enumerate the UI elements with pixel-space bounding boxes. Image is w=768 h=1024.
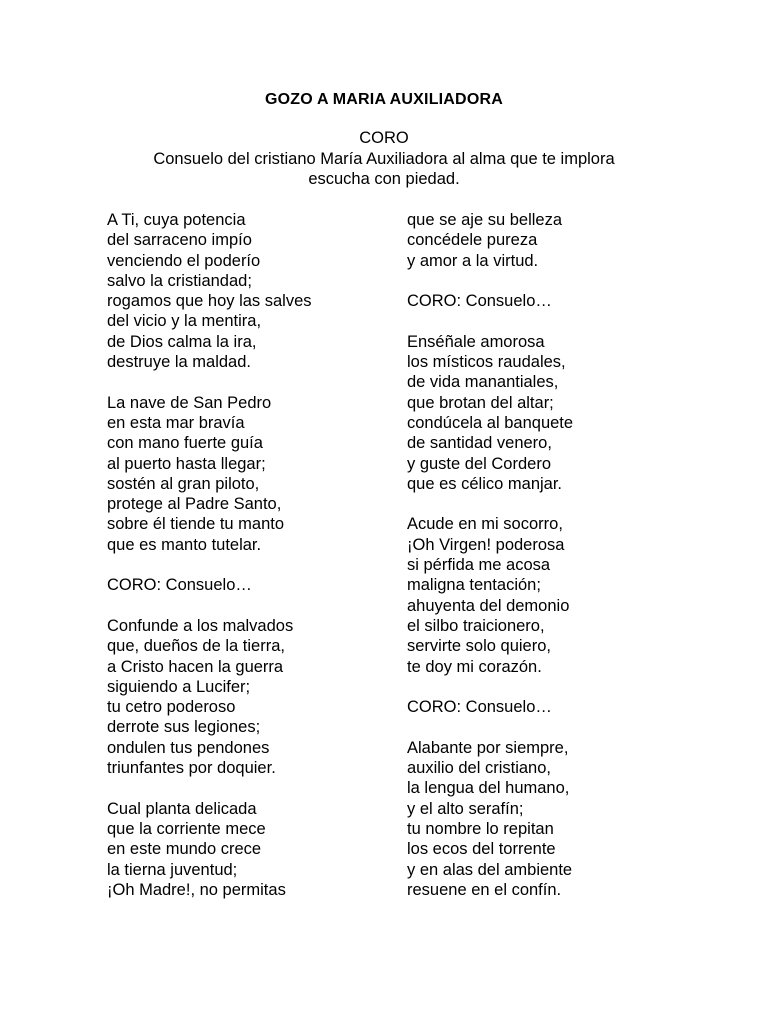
verse-line: ahuyenta del demonio xyxy=(407,596,570,615)
coro-text: Consuelo del cristiano María Auxiliadora al alma que te implora escucha con piedad. xyxy=(153,149,615,188)
verse-line: de santidad venero, xyxy=(407,434,552,453)
verse-line: de vida manantiales, xyxy=(407,373,559,392)
verse-line: protege al Padre Santo, xyxy=(107,495,282,514)
verse-line: y amor a la virtud. xyxy=(407,251,539,270)
verse-line: ¡Oh Madre!, no permitas xyxy=(107,880,286,899)
verse-line: Alabante por siempre, xyxy=(407,738,569,757)
verse-line: los ecos del torrente xyxy=(407,840,556,859)
verse-line: del sarraceno impío xyxy=(107,231,252,250)
verse-line: el silbo traicionero, xyxy=(407,616,545,635)
verse-line: que brotan del altar; xyxy=(407,393,554,412)
verse-line: que es célico manjar. xyxy=(407,474,563,493)
verse-line: la tierna juventud; xyxy=(107,860,238,879)
verse-line: CORO: Consuelo… xyxy=(107,576,252,595)
verse-line: Enséñale amorosa xyxy=(407,332,545,351)
verse-line: Confunde a los malvados xyxy=(107,616,294,635)
verse-line: maligna tentación; xyxy=(407,576,541,595)
stanza xyxy=(107,210,387,372)
stanza xyxy=(407,514,707,676)
verse-line: los místicos raudales, xyxy=(407,353,566,372)
verse-line: resuene en el confín. xyxy=(407,880,562,899)
verse-line: tu nombre lo repitan xyxy=(407,819,554,838)
right-column xyxy=(407,210,707,900)
verse-line: que, dueños de la tierra, xyxy=(107,637,285,656)
verse-line: La nave de San Pedro xyxy=(107,393,272,412)
verse-line: CORO: Consuelo… xyxy=(407,698,552,717)
verse-line: Acude en mi socorro, xyxy=(407,515,563,534)
verse-line: sobre él tiende tu manto xyxy=(107,515,285,534)
verse-line: que la corriente mece xyxy=(107,819,266,838)
verse-line: con mano fuerte guía xyxy=(107,434,263,453)
stanza xyxy=(407,210,707,271)
verse-line: Cual planta delicada xyxy=(107,799,257,818)
stanza xyxy=(407,291,707,311)
verse-line: de Dios calma la ira, xyxy=(107,332,257,351)
verse-line: venciendo el poderío xyxy=(107,251,261,270)
verse-line: auxilio del cristiano, xyxy=(407,759,551,778)
verse-line: y el alto serafín; xyxy=(407,799,524,818)
verse-line: si pérfida me acosa xyxy=(407,556,551,575)
verse-line: salvo la cristiandad; xyxy=(107,271,252,290)
stanza xyxy=(107,799,387,900)
verse-line: que se aje su belleza xyxy=(407,211,563,229)
coro-section xyxy=(0,128,768,190)
verse-line: rogamos que hoy las salves xyxy=(107,292,312,311)
verse-line: del vicio y la mentira, xyxy=(107,312,262,331)
stanza xyxy=(407,738,707,900)
verse-line: derrote sus legiones; xyxy=(107,718,261,737)
verse-line: servirte solo quiero, xyxy=(407,637,551,656)
left-column xyxy=(107,210,387,900)
verse-line: ondulen tus pendones xyxy=(107,738,270,757)
verse-line: que es manto tutelar. xyxy=(107,535,262,554)
verse-line: y en alas del ambiente xyxy=(407,860,573,879)
verse-line: te doy mi corazón. xyxy=(407,657,542,676)
verse-line: A Ti, cuya potencia xyxy=(107,211,246,229)
verse-line: ¡Oh Virgen! poderosa xyxy=(407,535,565,554)
verse-line: al puerto hasta llegar; xyxy=(107,454,266,473)
verse-line: triunfantes por doquier. xyxy=(107,759,276,778)
verse-line: condúcela al banquete xyxy=(407,413,574,432)
stanza xyxy=(407,332,707,494)
stanza xyxy=(107,575,387,595)
verse-line: en esta mar bravía xyxy=(107,413,245,432)
coro-heading: CORO xyxy=(359,129,409,147)
verse-line: sostén al gran piloto, xyxy=(107,474,260,493)
verse-line: en este mundo crece xyxy=(107,840,262,859)
verse-line: tu cetro poderoso xyxy=(107,698,236,717)
verse-line: concédele pureza xyxy=(407,231,538,250)
verse-line: y guste del Cordero xyxy=(407,454,551,473)
verse-line: siguiendo a Lucifer; xyxy=(107,677,251,696)
stanza xyxy=(107,616,387,778)
verse-line: destruye la maldad. xyxy=(107,353,251,372)
document-title: GOZO A MARIA AUXILIADORA xyxy=(265,91,503,108)
verse-line: la lengua del humano, xyxy=(407,779,570,798)
verse-line: a Cristo hacen la guerra xyxy=(107,657,284,676)
stanza xyxy=(107,393,387,555)
verse-line: CORO: Consuelo… xyxy=(407,292,552,311)
stanza xyxy=(407,697,707,717)
